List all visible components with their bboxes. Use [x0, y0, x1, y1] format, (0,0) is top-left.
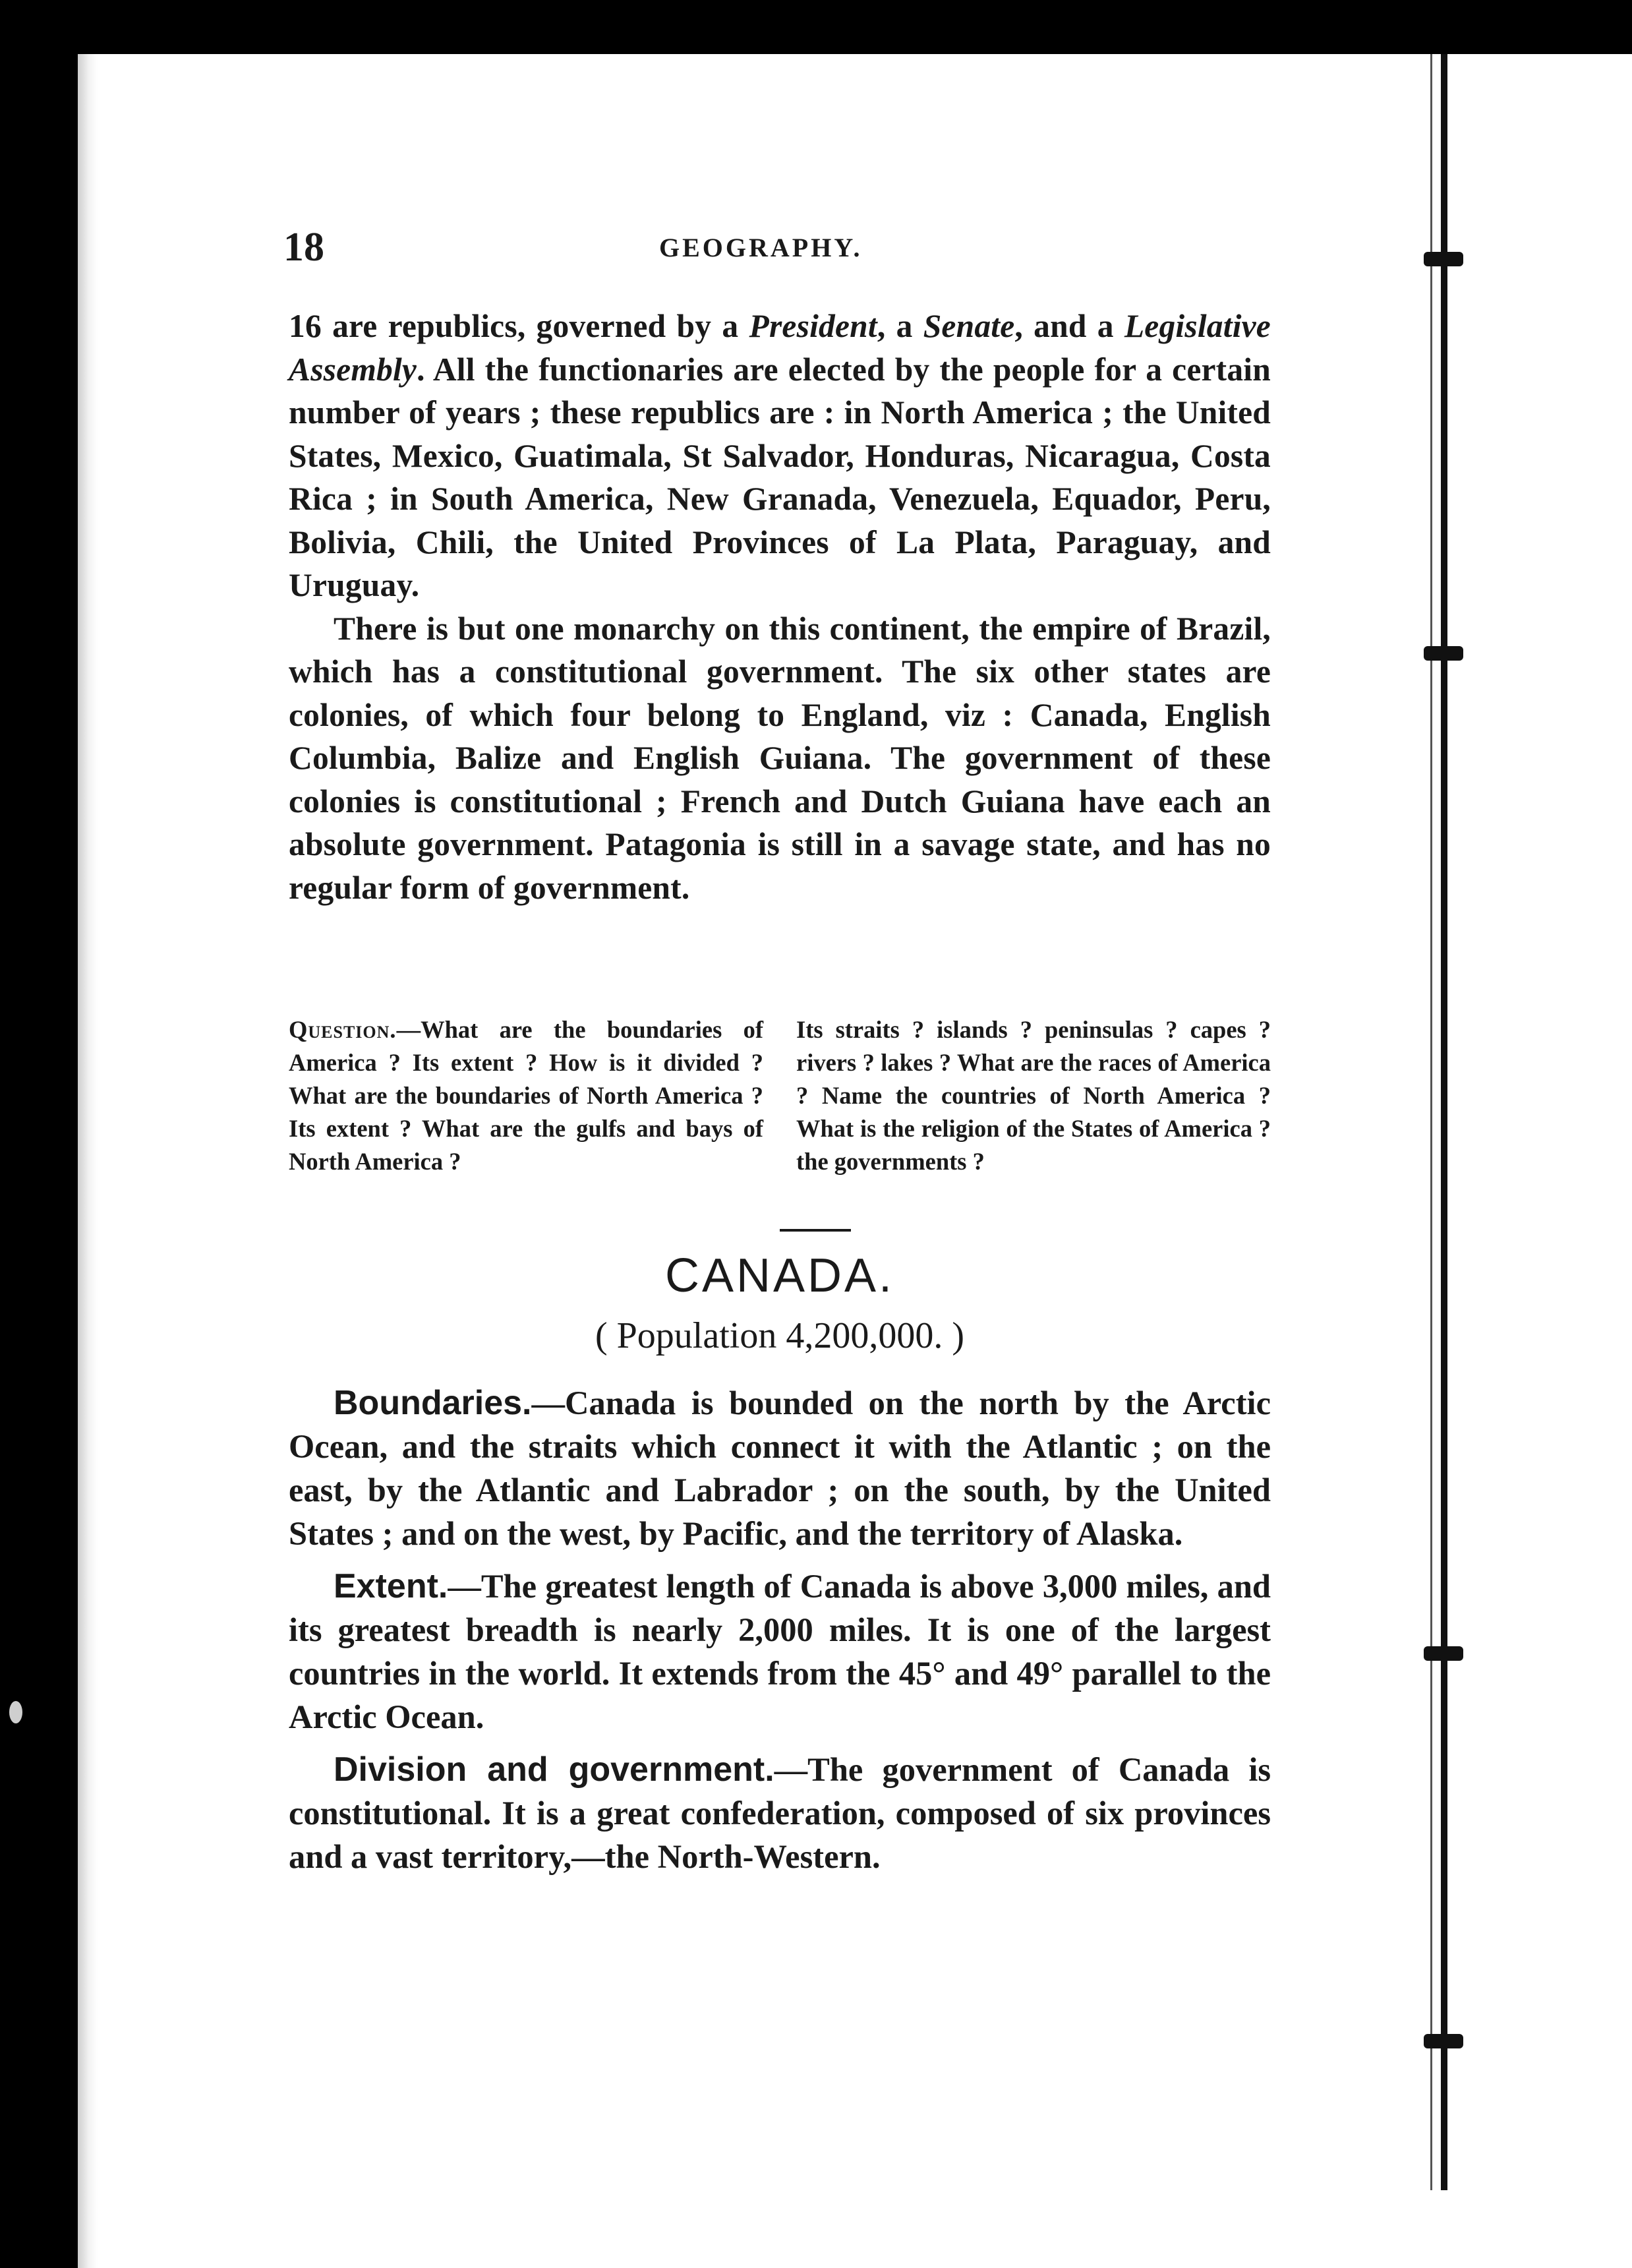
running-head: GEOGRAPHY.	[659, 233, 863, 262]
division-heading: Division and government.	[334, 1750, 774, 1789]
paragraph-monarchy: There is but one monarchy on this continent, the empire of Brazil, which has a constitutional government. The six other states are colonies, of which four belong to England, viz : Canada, English Columbia, Balize and English Guiana. The government of these colonies is constitutional ; French and Dutch Guiana have each an absolute government. Patagonia is still in a savage state, and has no regular form of government.	[289, 610, 1271, 906]
body-text	[289, 305, 1271, 909]
binding-clip-1	[1424, 252, 1463, 266]
scan-speck	[9, 1701, 22, 1723]
binding-line	[1441, 54, 1447, 2190]
review-questions	[289, 1013, 1271, 1178]
page-edge-shadow	[78, 54, 98, 2268]
section-body	[289, 1381, 1271, 1888]
page-header	[283, 224, 1285, 277]
binding-clip-2	[1424, 646, 1463, 661]
paragraph-extent: Extent.—The greatest length of Canada is above 3,000 miles, and its greatest breadth is nearly 2,000 miles. It is one of the largest countries in the world. It extends from the 45° and 49° parallel to the Arctic Ocean.	[289, 1567, 1271, 1735]
term-president: President	[749, 308, 877, 344]
section-title: CANADA.	[664, 1249, 895, 1302]
binding-clip-4	[1424, 2034, 1463, 2048]
term-senate: Senate	[923, 308, 1015, 344]
binding-line-thin	[1430, 54, 1432, 2190]
page-number: 18	[283, 225, 324, 270]
binding-clip-3	[1424, 1646, 1463, 1661]
paragraph-republics: 16 are republics, governed by a President, a Senate, and a Legislative Assembly. All the functionaries are elected by the people for a certain number of years ; these republics are : in North America ; the United States, Mexico, Guatimala, St Salvador, Honduras, Nicaragua, Costa Rica ; in South America, New Granada, Venezuela, Equador, Peru, Bolivia, Chili, the United Provinces of La Plata, Paraguay, and Uruguay.	[289, 308, 1271, 603]
questions-column-2: Its straits ? islands ? peninsulas ? capes ? rivers ? lakes ? What are the races of America ? Name the countries of North America ? What is the religion of the States of America ? the governments ?	[796, 1016, 1271, 1175]
paragraph-boundaries: Boundaries.—Canada is bounded on the north by the Arctic Ocean, and the straits which connect it with the Atlantic ; on the east, by the Atlantic and Labrador ; on the south, by the United States ; and on the west, by Pacific, and the territory of Alaska.	[289, 1384, 1271, 1552]
question-label: Question.	[289, 1016, 397, 1043]
paragraph-division: Division and government.—The government of Canada is constitutional. It is a great confederation, composed of six provinces and a vast territory,—the North-Western.	[289, 1750, 1271, 1875]
term-legislative-assembly: Legislative Assembly	[289, 308, 1271, 388]
section-subtitle: ( Population 4,200,000. )	[595, 1315, 964, 1356]
questions-column-1: Question.—What are the boundaries of America ? Its extent ? How is it divided ? What are the boundaries of North America ? Its extent ? What are the gulfs and bays of North America ?	[289, 1016, 763, 1175]
extent-heading: Extent.	[334, 1567, 448, 1605]
section-divider	[780, 1229, 851, 1232]
boundaries-heading: Boundaries.	[334, 1384, 532, 1422]
